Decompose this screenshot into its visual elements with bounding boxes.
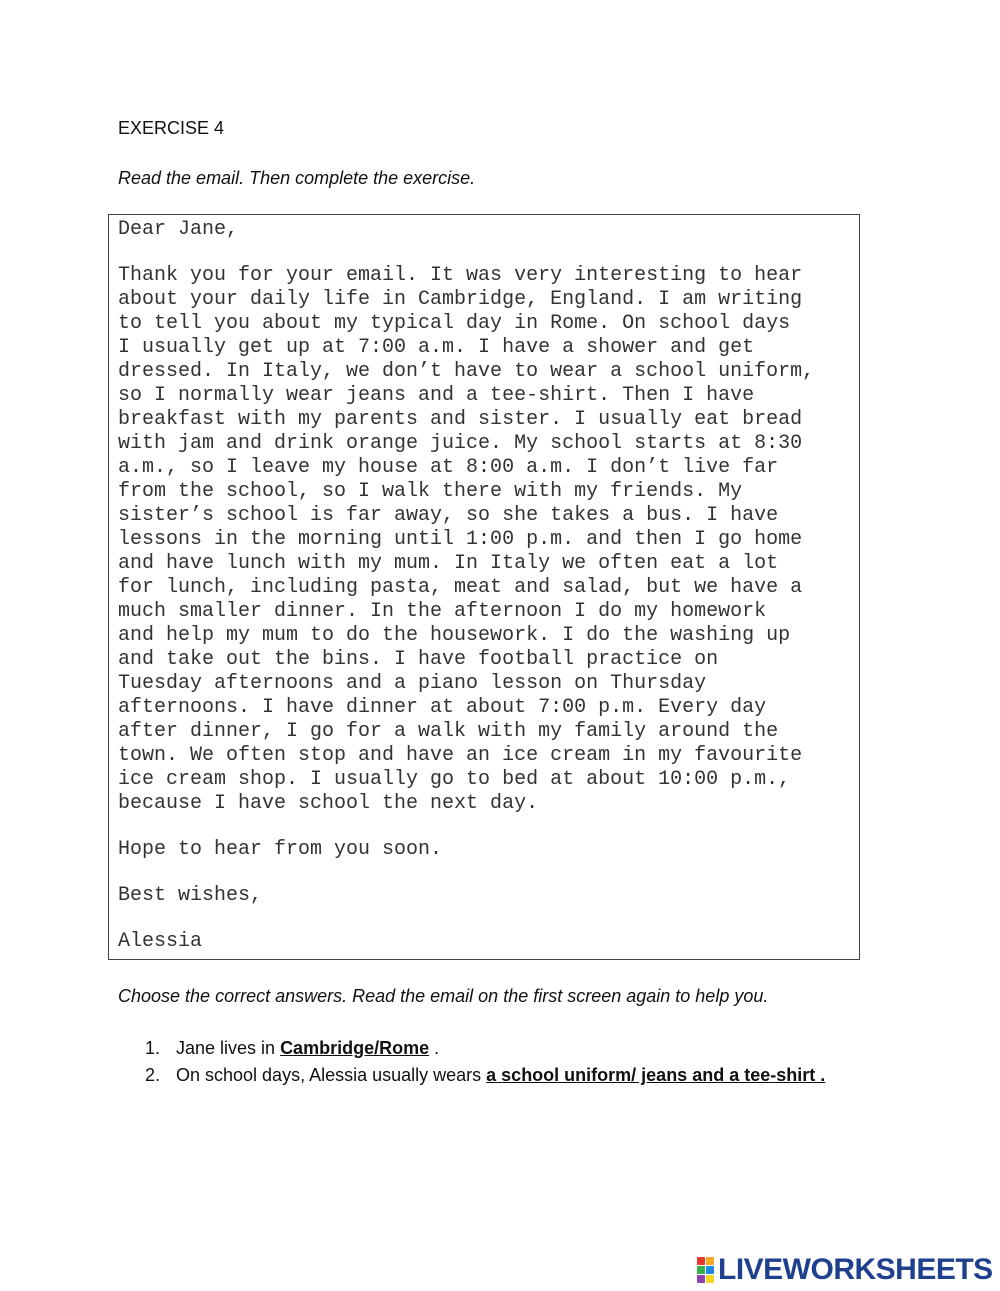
email-body-line: I usually get up at 7:00 a.m. I have a shower and get: [118, 336, 755, 359]
question-list: [145, 1035, 825, 1089]
email-body-line: ice cream shop. I usually go to bed at about 10:00 p.m.,: [118, 768, 791, 791]
question-prefix: On school days, Alessia usually wears: [176, 1065, 487, 1085]
answer-dropdown[interactable]: a school uniform/ jeans and a tee-shirt .: [486, 1065, 826, 1085]
choose-instruction: Choose the correct answers. Read the email on the first screen again to help you.: [118, 986, 769, 1006]
email-body-line: Thank you for your email. It was very interesting to hear: [118, 264, 803, 287]
email-body-line: lessons in the morning until 1:00 p.m. and then I go home: [118, 528, 803, 551]
email-body-line: sister’s school is far away, so she takes a bus. I have: [118, 504, 779, 527]
email-body-line: and have lunch with my mum. In Italy we often eat a lot: [118, 552, 779, 575]
email-body-line: from the school, so I walk there with my friends. My: [118, 480, 743, 503]
email-body-line: and take out the bins. I have football practice on: [118, 648, 719, 671]
email-body-line: after dinner, I go for a walk with my family around the: [118, 720, 779, 743]
email-body-line: about your daily life in Cambridge, England. I am writing: [118, 288, 803, 311]
question-number: 2.: [145, 1065, 161, 1085]
answer-dropdown[interactable]: Cambridge/Rome: [280, 1038, 430, 1058]
email-body-line: so I normally wear jeans and a tee-shirt. Then I have: [118, 384, 755, 407]
exercise-heading: EXERCISE 4: [118, 118, 225, 138]
email-closing-line: Hope to hear from you soon.: [118, 838, 443, 861]
email-body-line: for lunch, including pasta, meat and salad, but we have a: [118, 576, 803, 599]
question-item: [145, 1035, 825, 1062]
email-body-line: because I have school the next day.: [118, 792, 539, 815]
email-body-line: a.m., so I leave my house at 8:00 a.m. I don’t live far: [118, 456, 779, 479]
email-body-line: town. We often stop and have an ice cream in my favourite: [118, 744, 803, 767]
email-body-line: to tell you about my typical day in Rome. On school days: [118, 312, 791, 335]
email-body-line: breakfast with my parents and sister. I usually eat bread: [118, 408, 803, 431]
email-body-line: with jam and drink orange juice. My school starts at 8:30: [118, 432, 803, 455]
email-greeting: Dear Jane,: [118, 218, 239, 241]
question-suffix: .: [429, 1038, 440, 1058]
question-item: [145, 1062, 825, 1089]
liveworksheets-logo: [697, 1255, 993, 1285]
email-box: [108, 214, 860, 960]
question-prefix: Jane lives in: [176, 1038, 281, 1058]
email-signature: Alessia: [118, 930, 203, 953]
logo-blocks-icon: [697, 1257, 714, 1283]
question-number: 1.: [145, 1038, 161, 1058]
email-body-line: Tuesday afternoons and a piano lesson on Thursday: [118, 672, 707, 695]
email-body-line: dressed. In Italy, we don’t have to wear a school uniform,: [118, 360, 815, 383]
email-sign-off: Best wishes,: [118, 884, 263, 907]
read-instruction: Read the email. Then complete the exercise.: [118, 168, 476, 188]
email-body: [118, 264, 859, 816]
email-body-line: and help my mum to do the housework. I do the washing up: [118, 624, 791, 647]
email-body-line: afternoons. I have dinner at about 7:00 p.m. Every day: [118, 696, 767, 719]
email-body-line: much smaller dinner. In the afternoon I do my homework: [118, 600, 767, 623]
logo-text: LIVEWORKSHEETS: [718, 1253, 993, 1286]
